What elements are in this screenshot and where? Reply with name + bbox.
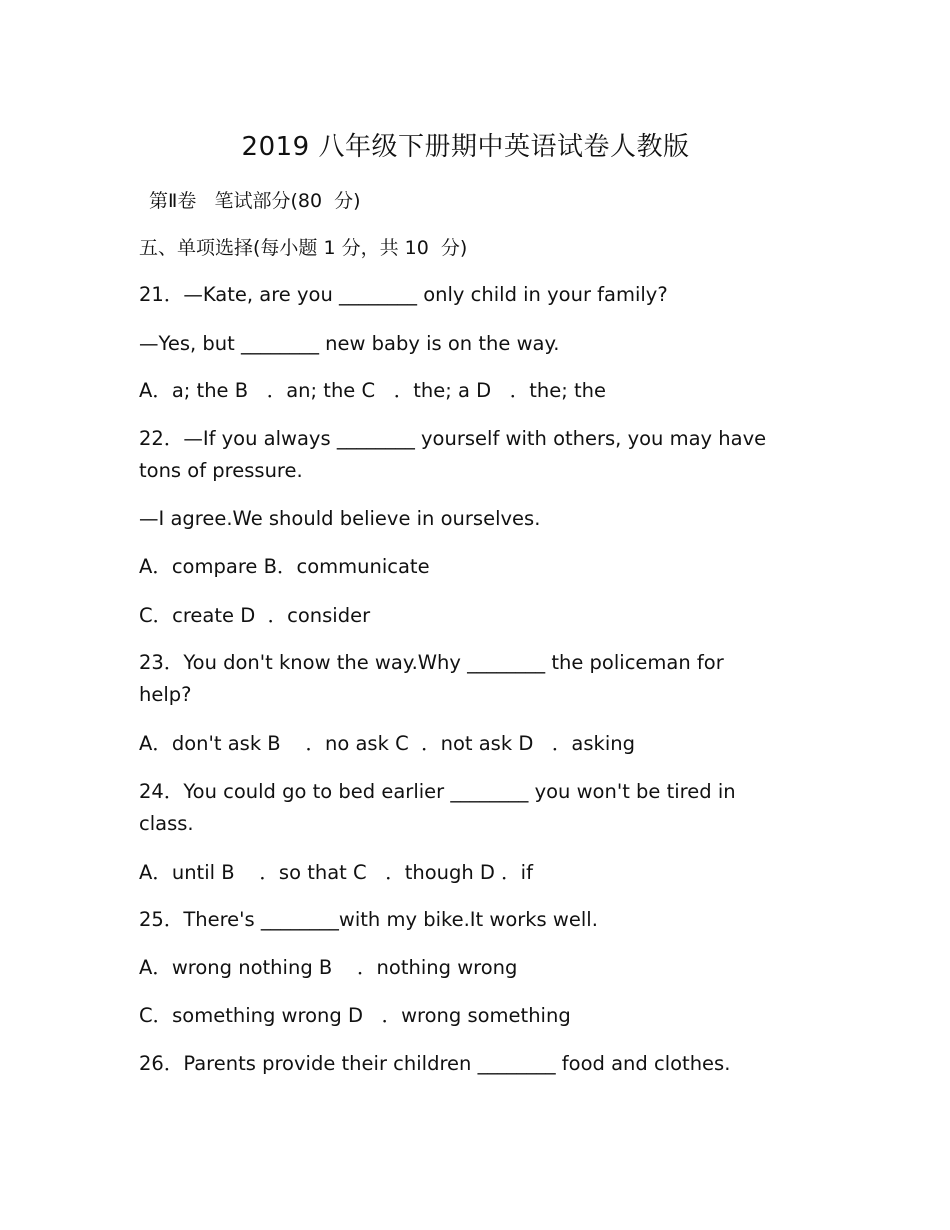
question-21-prompt: 21．—Kate, are you ________ only child in your family?: [139, 283, 668, 306]
question-22-response: —I agree.We should believe in ourselves.: [139, 507, 541, 530]
question-22-options-cd: C．create D ．consider: [139, 604, 371, 627]
part-heading: 第Ⅱ卷 笔试部分(80 分): [149, 190, 361, 212]
question-24-options: A．until B ．so that C ．though D ．if: [139, 861, 533, 884]
question-25-prompt: 25．There's ________with my bike.It works well.: [139, 908, 598, 931]
question-22-options-ab: A．compare B．communicate: [139, 555, 430, 578]
page-title: 2019 八年级下册期中英语试卷人教版: [241, 132, 690, 162]
question-23-options: A．don't ask B ．no ask C ．not ask D ．asking: [139, 732, 635, 755]
section-heading: 五、单项选择(每小题 1 分，共 10 分): [139, 237, 468, 259]
question-22-prompt: 22．—If you always ________ yourself with others, you may have tons of pressure.: [139, 427, 767, 482]
question-23-prompt: 23．You don't know the way.Why ________ the policeman for help?: [139, 651, 724, 706]
question-26-prompt: 26．Parents provide their children ________ food and clothes.: [139, 1052, 731, 1075]
question-25-options-ab: A．wrong nothing B ．nothing wrong: [139, 956, 518, 979]
question-21-response: —Yes, but ________ new baby is on the way.: [139, 332, 560, 355]
question-21-options: A．a; the B ．an; the C ．the; a D ．the; the: [139, 379, 607, 402]
question-24-prompt: 24．You could go to bed earlier ________ you won't be tired in class.: [139, 780, 736, 835]
question-25-options-cd: C．something wrong D ．wrong something: [139, 1004, 571, 1027]
